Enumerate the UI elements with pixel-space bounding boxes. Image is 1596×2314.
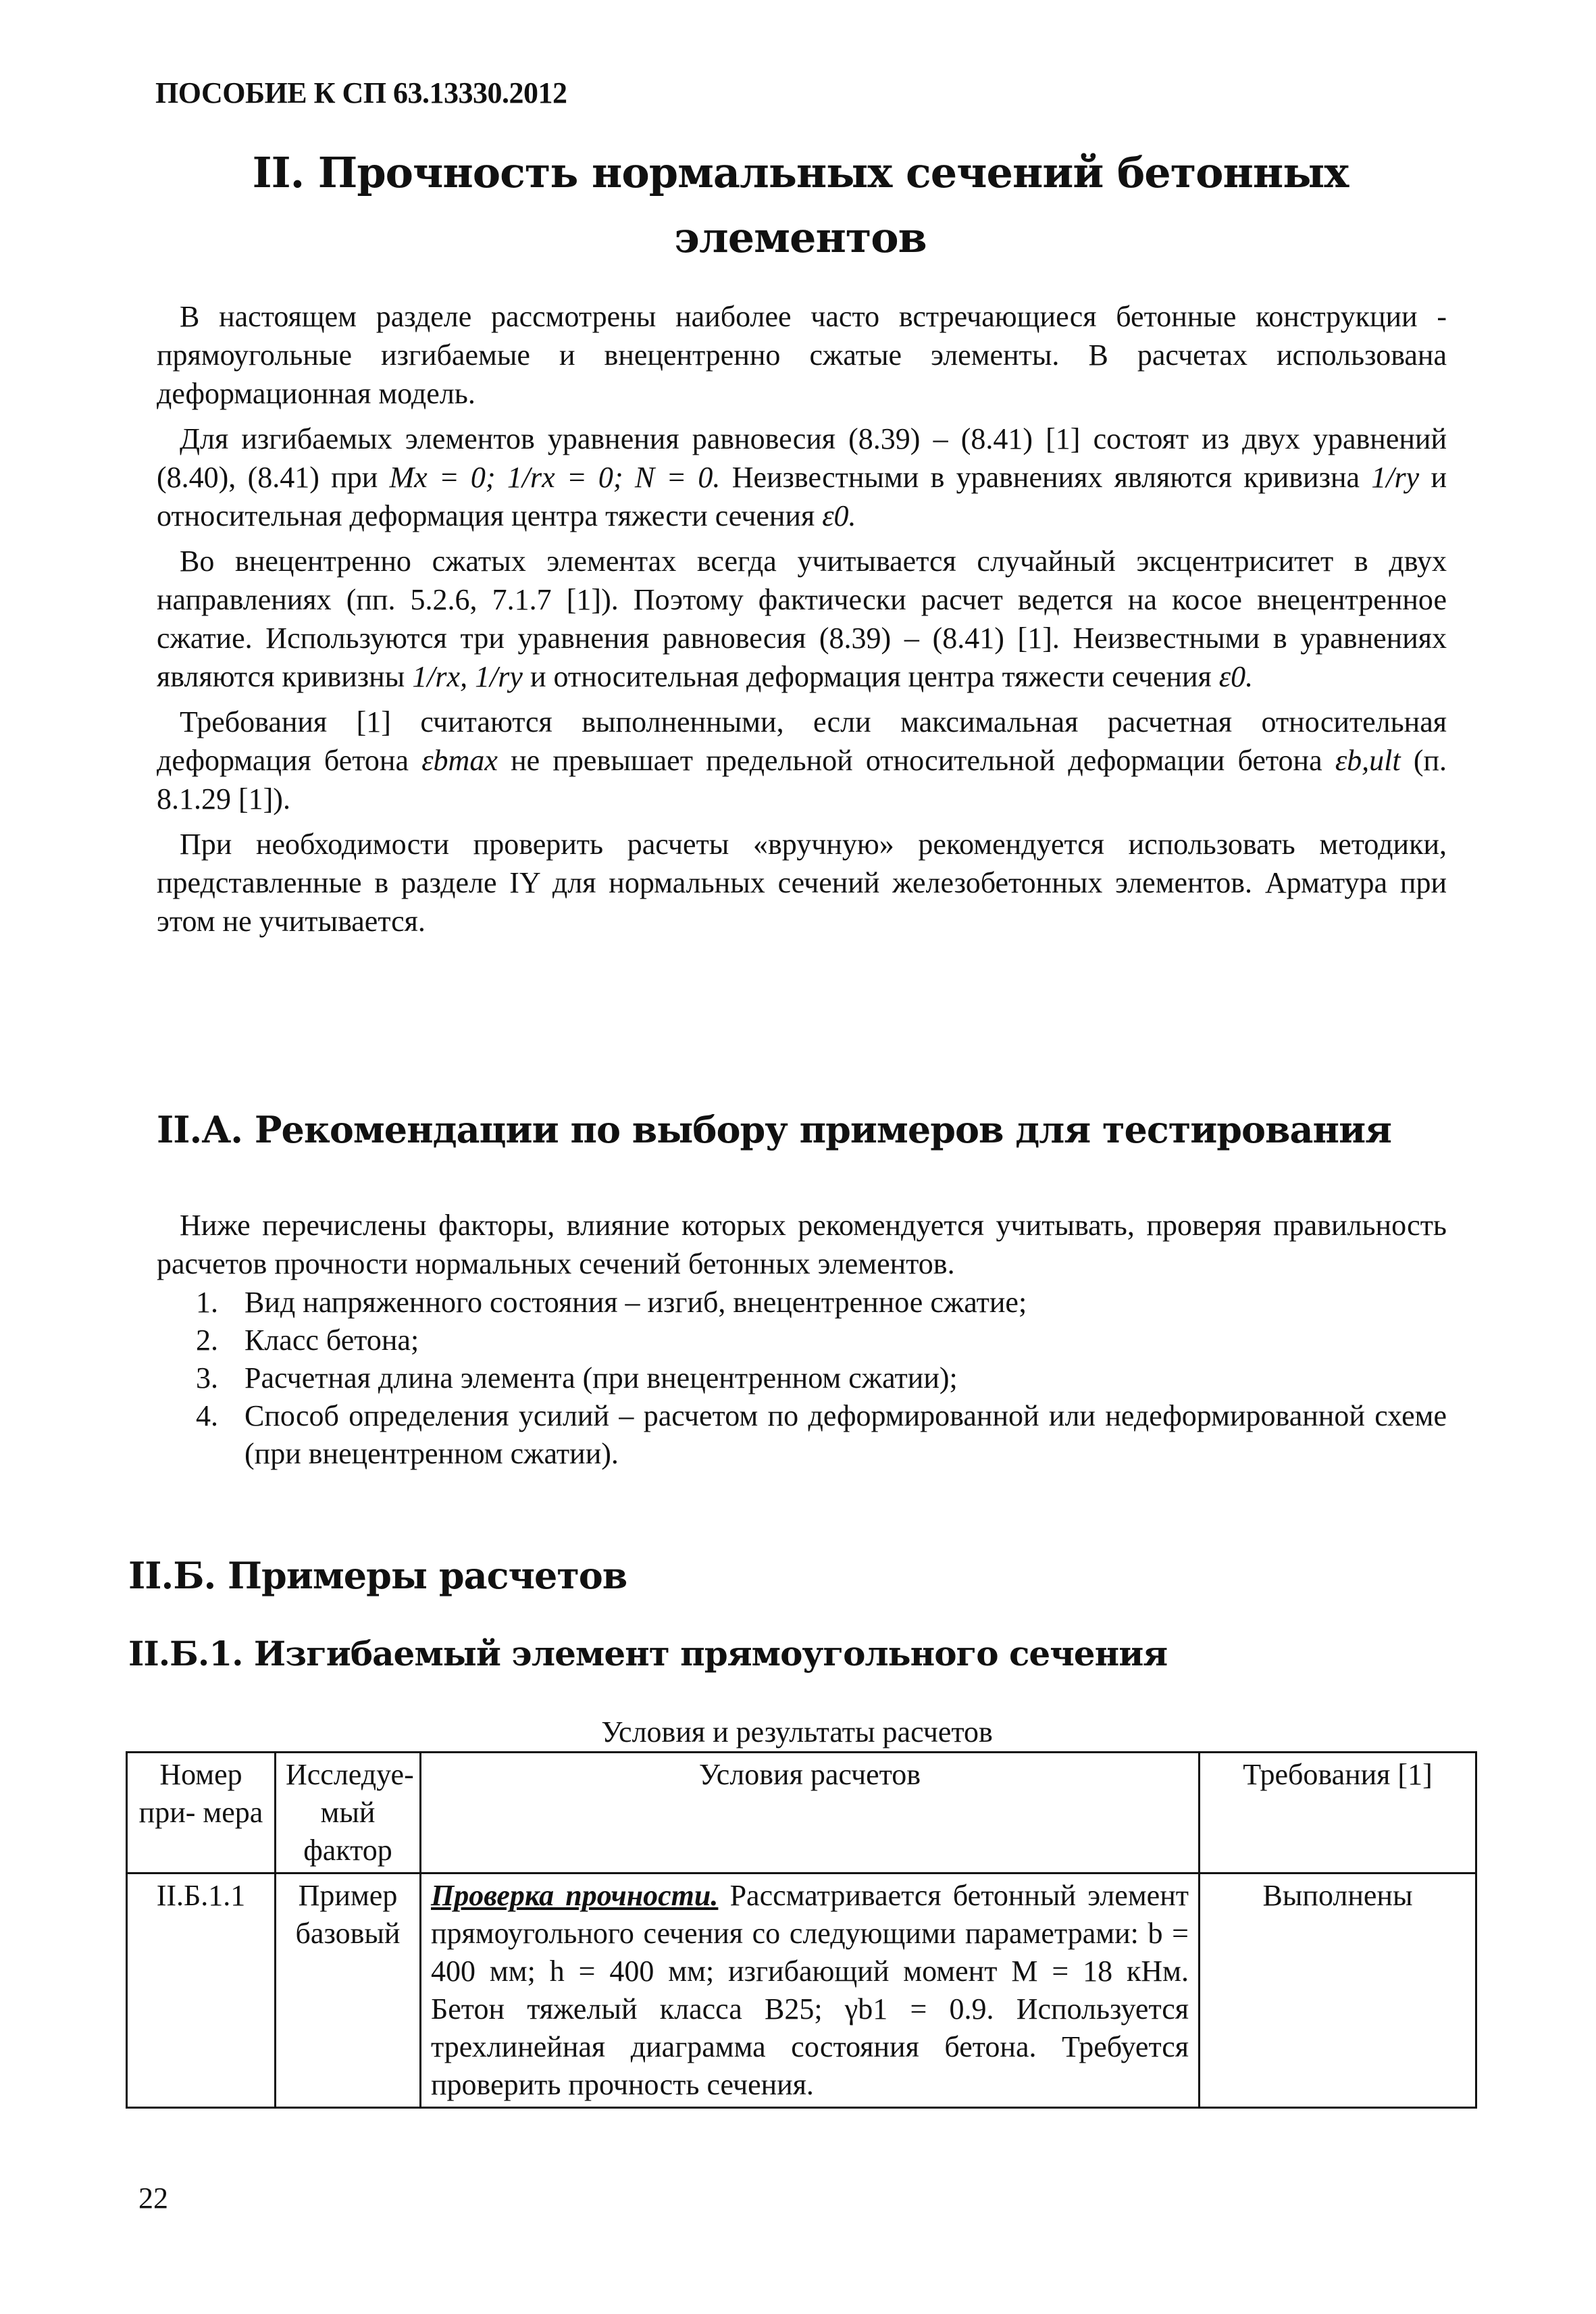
header-requirements: Требования [1] [1200,1753,1476,1873]
list-item-text: Расчетная длина элемента (при внецентренном сжатии); [244,1361,958,1394]
chapter-title [155,141,1445,270]
intro-paragraph-5: При необходимости проверить расчеты «вручную» рекомендуется использовать методики, представленные в разделе IY для нормальных сечений железобетонных элементов. Арматура при этом не учитывается. [157,828,1447,938]
cell-factor: Пример базовый [276,1873,421,2108]
p2-formula: Mx = 0; 1/rx = 0; N = 0. [389,461,721,494]
p3-formula-b: ε0. [1218,660,1254,693]
p4-text-a: Требования [1] считаются выполненными, если максимальная расчетная относительная деформация бетона [157,705,1447,777]
p2-formula-c: ε0. [822,499,856,532]
list-item [182,1397,1447,1473]
p4-text-b: не превышает предельной относительной деформации бетона [511,744,1322,777]
list-item-number: 1. [196,1286,218,1319]
p2-text-a: Для изгибаемых элементов уравнения равновесия (8.39) – (8.41) [1] состоят из двух уравнений (8.40), (8.41) при [157,422,1447,494]
page-number: 22 [138,2182,168,2215]
p2-text-c: и относительная деформация центра тяжести сечения [157,461,1447,532]
p3-formula: 1/rx, 1/ry [412,660,523,693]
list-item-text: Класс бетона; [244,1324,419,1357]
factors-list [182,1284,1447,1473]
conditions-text: Рассматривается бетонный элемент прямоугольного сечения со следующими параметрами: b = 400 мм; h = 400 мм; изгибающий момент M = 18 кНм. Бетон тяжелый класса B25; γb1 = 0.9. Используется трехлинейная диаграмма состояния бетона. Требуется проверить прочность сечения. [431,1879,1189,2101]
table-caption: Условия и результаты расчетов [601,1715,993,1749]
intro-paragraph-2 [157,420,1447,535]
p2-text-b: Неизвестными в уравнениях являются кривизна [731,461,1360,494]
p4-formula-b: εb,ult [1335,744,1401,777]
list-item-text: Способ определения усилий – расчетом по деформированной или недеформированной схеме (при внецентренном сжатии). [244,1399,1447,1470]
chapter-title-line-1: II. Прочность нормальных сечений бетонных [252,148,1349,197]
section-a-title: II.А. Рекомендации по выбору примеров для тестирования [157,1108,1392,1151]
section-a-intro [157,1206,1447,1283]
header-num: Номер при- мера [127,1753,276,1873]
list-item-number: 4. [196,1399,218,1432]
section-a-intro-text: Ниже перечислены факторы, влияние которых рекомендуется учитывать, проверяя правильность расчетов прочности нормальных сечений бетонных элементов. [157,1209,1447,1280]
running-head: ПОСОБИЕ К СП 63.13330.2012 [155,76,567,109]
cell-requirements: Выполнены [1200,1873,1476,2108]
list-item-number: 3. [196,1361,218,1394]
p4-text-c: (п. 8.1.29 [1]). [157,744,1447,815]
list-item [182,1359,1447,1397]
section-b-title: II.Б. Примеры расчетов [128,1554,627,1597]
intro-paragraph-1: В настоящем разделе рассмотрены наиболее часто встречающиеся бетонные конструкции - прямоугольные изгибаемые и внецентренно сжатые элементы. В расчетах использована деформационная модель. [157,300,1447,410]
table-header-row [127,1753,1476,1873]
header-conditions: Условия расчетов [421,1753,1200,1873]
cell-conditions [421,1873,1200,2108]
list-item-number: 2. [196,1324,218,1357]
p3-text-b: и относительная деформация центра тяжести сечения [530,660,1212,693]
header-factor: Исследуе- мый фактор [276,1753,421,1873]
p3-text-a: Во внецентренно сжатых элементах всегда учитывается случайный эксцентриситет в двух направлениях (пп. 5.2.6, 7.1.7 [1]). Поэтому фактически расчет ведется на косое внецентренное сжатие. Используются три уравнения равновесия (8.39) – (8.41) [1]. Неизвестными в уравнениях являются кривизны [157,545,1447,693]
table-row [127,1873,1476,2108]
results-table [126,1751,1477,2109]
list-item-text: Вид напряженного состояния – изгиб, внецентренное сжатие; [244,1286,1027,1319]
conditions-lead: Проверка прочности. [431,1879,719,1912]
p4-formula-a: εbmax [421,744,498,777]
list-item [182,1284,1447,1322]
chapter-title-line-2: элементов [674,213,927,262]
intro-paragraph-3 [157,542,1447,696]
subsection-b1-title: II.Б.1. Изгибаемый элемент прямоугольного сечения [128,1634,1168,1674]
intro-paragraph-4 [157,703,1447,818]
p2-formula-b: 1/ry [1371,461,1420,494]
cell-num: II.Б.1.1 [127,1873,276,2108]
list-item [182,1322,1447,1359]
intro-section [157,297,1447,947]
